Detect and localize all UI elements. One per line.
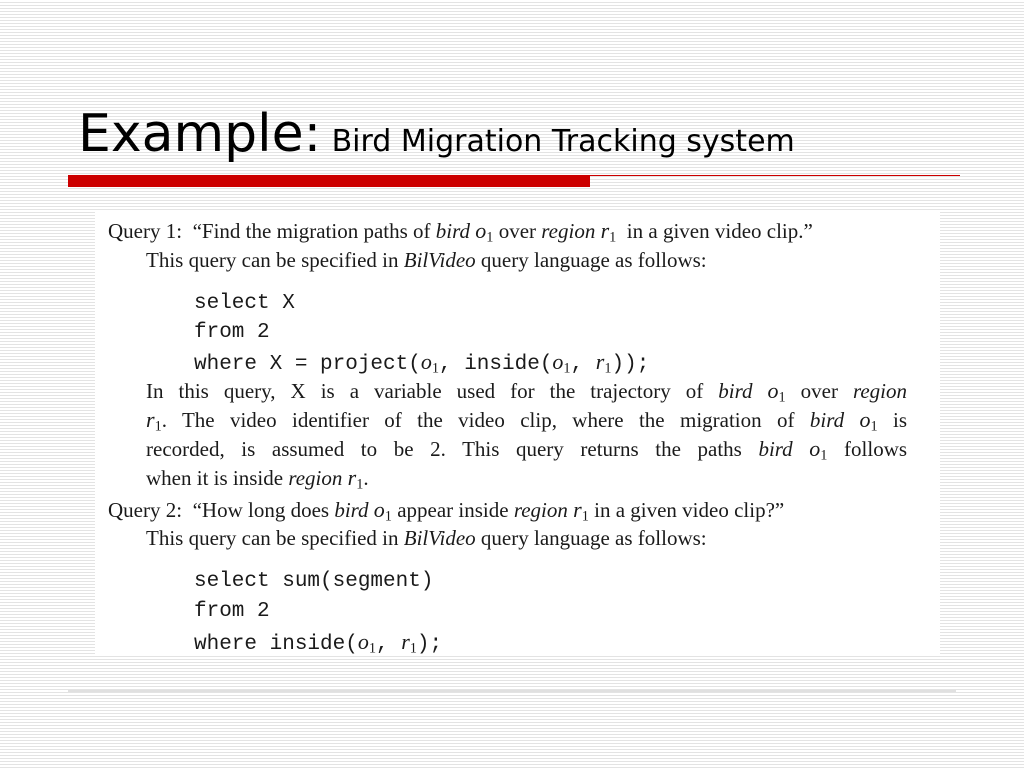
query1-explanation-line3: recorded, is assumed to be 2. This query returns the paths bird $o_1$ follows (146, 436, 908, 464)
query1-over: over (498, 219, 537, 243)
query2-code-from: from 2 (194, 600, 270, 623)
query1-text-post: in a given video clip.” (626, 219, 813, 243)
query2-spec-line: This query can be specified in BilVideo query language as follows: (146, 526, 707, 550)
footer-divider (68, 690, 956, 692)
query1-text-pre: “Find the migration paths of (192, 219, 431, 243)
slide-title (78, 104, 795, 164)
query1-explanation-line4: when it is inside region $r_1$. (146, 465, 369, 493)
query1-code-from: from 2 (194, 321, 270, 344)
query1-code-where: where $X = project(o_1$, $inside(o_1$, $r_1$)); (194, 349, 650, 377)
slide-title-main: Example: (78, 104, 322, 164)
query1-explanation-line2: $r_1$. The video identifier of the video clip, where the migration of bird $o_1$ is (146, 407, 908, 435)
query1-statement (108, 220, 813, 245)
query1-code-select: select X (194, 292, 295, 315)
region-r1: $r_1$ (600, 218, 617, 246)
query1-bird-word: bird (435, 219, 471, 243)
object-o1: $o_1$ (475, 218, 494, 246)
query1-explanation-line1: In this query, X is a variable used for the trajectory of bird $o_1$ over region (146, 378, 908, 406)
query1-spec-line: This query can be specified in BilVideo query language as follows: (146, 248, 707, 272)
query1-region-word: region (541, 219, 596, 243)
query-example-figure (95, 212, 940, 656)
bilvideo-name: BilVideo (403, 248, 476, 272)
query2-label: Query 2: (108, 498, 183, 522)
query1-label: Query 1: (108, 219, 183, 243)
title-underline-accent (68, 175, 590, 187)
query2-code-where: where $inside(o_1$, $r_1$); (194, 629, 443, 657)
query2-code-select: select sum(segment) (194, 570, 434, 593)
query2-statement: Query 2: “How long does bird $o_1$ appear inside region $r_1$ in a given video clip?” (108, 497, 785, 525)
slide-title-subtitle: Bird Migration Tracking system (331, 124, 795, 159)
